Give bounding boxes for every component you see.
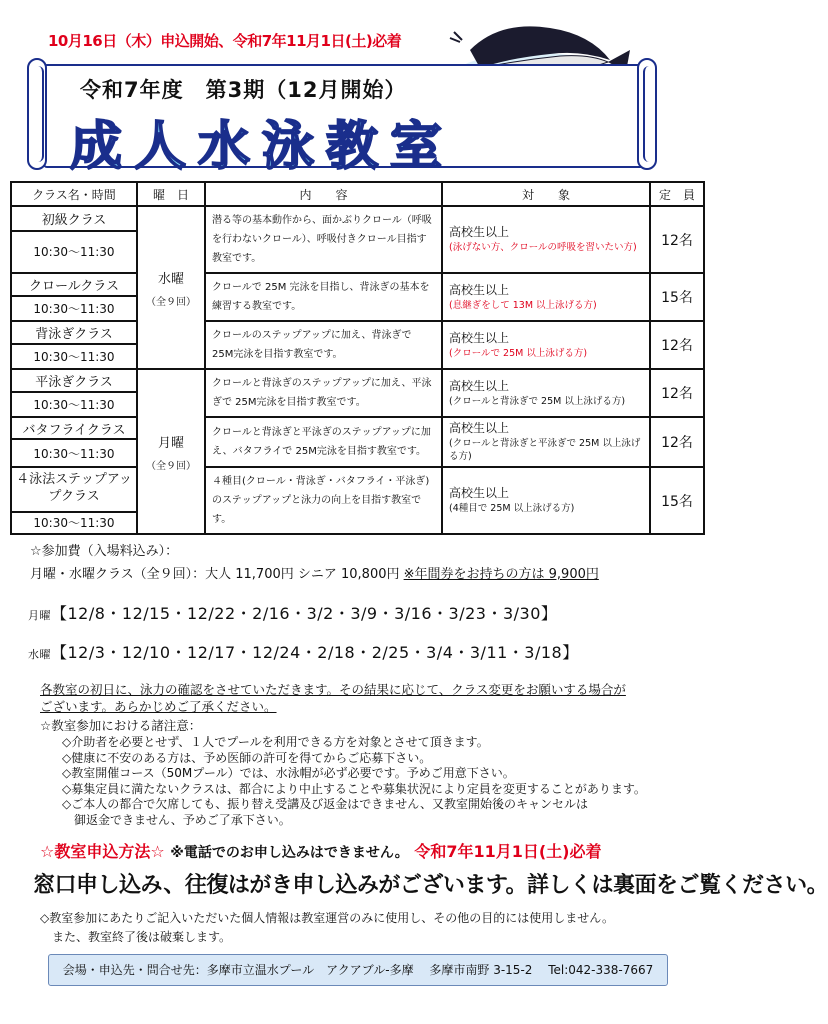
list-item: 御返金できません、予めご了承下さい。 [62,812,291,827]
class-schedule-table [10,181,705,535]
table-header-row [11,182,704,206]
class-target [442,273,650,321]
class-target [442,467,650,534]
class-content: クロールで 25M 完泳を目指し、背泳ぎの基本を練習する教室です。 [205,273,442,321]
class-capacity: 15名 [650,467,704,534]
class-time: 10:30～11:30 [11,392,137,417]
class-content: クロールと背泳ぎと平泳ぎのステップアップに加え、バタフライで 25M完泳を目指す教室です。 [205,417,442,467]
col-header-target: 対 象 [442,182,650,206]
application-notice: 10月16日（木）申込開始、令和7年11月1日(土)必着 [48,32,402,50]
annual-pass-price: ※年間券をお持ちの方は 9,900円 [403,567,599,582]
col-header-class: クラス名・時間 [11,182,137,206]
class-name: バタフライクラス [11,417,137,439]
class-content: 潜る等の基本動作から、面かぶりクロール（呼吸を行わないクロール）、呼吸付きクロール目指す教室です。 [205,206,442,273]
session-count: （全９回） [146,296,196,308]
class-target [442,417,650,467]
class-content: クロールのステップアップに加え、背泳ぎで 25M完泳を目指す教室です。 [205,321,442,369]
phone-note: ※電話でのお申し込みはできません。 [170,845,409,861]
monday-label: 月曜 [28,609,51,622]
notes-heading: ☆教室参加における諸注意： [40,718,202,733]
target-note: (クロールと背泳ぎで 25M 以上泳げる方) [449,395,626,407]
class-capacity: 15名 [650,273,704,321]
class-time: 10:30～11:30 [11,296,137,321]
class-content: ４種目(クロール・背泳ぎ・バタフライ・平泳ぎ)のステップアップと泳力の向上を目指す教室です。 [205,467,442,534]
wednesday-date-list: 【12/3・12/10・12/17・12/24・2/18・2/25・3/4・3/11・3/18】 [51,643,579,662]
target-note: (4種目で 25M 以上泳げる方) [449,503,575,515]
list-item: ◇教室開催コース（50Mプール）では、水泳帽が必ず必要です。予めご用意下さい。 [62,766,515,780]
col-header-day: 曜 日 [137,182,205,206]
table-row [11,369,704,392]
class-name: 平泳ぎクラス [11,369,137,392]
target-main: 高校生以上 [449,378,510,393]
fees-line [30,563,599,582]
apply-methods: 窓口申し込み、往復はがき申し込みがございます。詳しくは裏面をご覧ください。 [33,873,828,898]
monday-dates [28,601,557,624]
class-capacity: 12名 [650,321,704,369]
session-count: （全９回） [146,460,196,472]
target-note: (泳げない方、クロールの呼吸を習いたい方) [449,242,637,254]
table-row [11,206,704,231]
apply-deadline: 令和7年11月1日(土)必着 [414,842,602,861]
contact-footer: 会場・申込先・問合せ先：多摩市立温水プール アクアブル-多摩 多摩市南野 3-15-2 Tel:042-338-7667 [48,954,668,986]
class-name: クロールクラス [11,273,137,296]
wednesday-dates [28,640,579,663]
wednesday-label: 水曜 [28,648,51,661]
class-name: 初級クラス [11,206,137,231]
privacy-note-1: ◇教室参加にあたりご記入いただいた個人情報は教室運営のみに使用し、その他の目的には使用しません。 [40,911,614,925]
class-content: クロールと背泳ぎのステップアップに加え、平泳ぎで 25M完泳を目指す教室です。 [205,369,442,417]
target-note: (クロールと背泳ぎと平泳ぎで 25M 以上泳げる方) [449,438,641,463]
class-target [442,206,650,273]
target-main: 高校生以上 [449,421,510,436]
table-row [11,417,704,439]
class-capacity: 12名 [650,417,704,467]
class-time: 10:30～11:30 [11,439,137,467]
day-monday [137,369,205,534]
class-time: 10:30～11:30 [11,344,137,369]
table-row [11,273,704,296]
fees-price: 月曜・水曜クラス（全９回）：大人 11,700円 シニア 10,800円 [30,567,404,582]
monday-date-list: 【12/8・12/15・12/22・2/16・3/2・3/9・3/16・3/23・3/30】 [51,604,558,623]
class-target [442,321,650,369]
list-item: ◇健康に不安のある方は、予め医師の許可を得てからご応募下さい。 [62,750,432,765]
table-row [11,467,704,512]
notes-list [62,735,646,828]
target-main: 高校生以上 [449,225,510,240]
list-item: ◇ご本人の都合で欠席しても、振り替え受講及び返金はできません、又教室開始後のキャンセルは [62,797,588,811]
target-note: (息継ぎをして 13M 以上泳げる方) [449,299,597,311]
class-target [442,369,650,417]
apply-heading: ☆教室申込方法☆ [40,842,165,861]
table-row [11,321,704,344]
target-main: 高校生以上 [449,330,510,345]
target-note: (クロールで 25M 以上泳げる方) [449,347,588,359]
class-name: 背泳ぎクラス [11,321,137,344]
notes-intro-1: 各教室の初日に、泳力の確認をさせていただきます。その結果に応じて、クラス変更をお願いする場合が [40,682,626,697]
col-header-content: 内 容 [205,182,442,206]
page-title: 成人水泳教室 [70,117,455,177]
list-item: ◇介助者を必要とせず、１人でプールを利用できる方を対象とさせて頂きます。 [62,735,489,749]
class-capacity: 12名 [650,206,704,273]
day-wednesday [137,206,205,369]
class-name: ４泳法ステップアップクラス [11,467,137,512]
day-label: 水曜 [157,271,184,287]
class-capacity: 12名 [650,369,704,417]
class-time: 10:30～11:30 [11,512,137,534]
notes-intro-2: ございます。あらかじめご了承ください。 [40,699,277,714]
class-time: 10:30～11:30 [11,231,137,273]
fees-heading: ☆参加費（入場料込み）： [30,544,179,559]
day-label: 月曜 [157,435,184,451]
target-main: 高校生以上 [449,486,510,501]
col-header-capacity: 定 員 [650,182,704,206]
list-item: ◇募集定員に満たないクラスは、都合により中止することや募集状況により定員を変更することがあります。 [62,781,646,796]
term-subtitle: 令和7年度 第3期（12月開始） [80,78,407,102]
target-main: 高校生以上 [449,282,510,297]
privacy-note-2: また、教室終了後は破棄します。 [40,930,232,944]
apply-heading-line [40,839,601,862]
